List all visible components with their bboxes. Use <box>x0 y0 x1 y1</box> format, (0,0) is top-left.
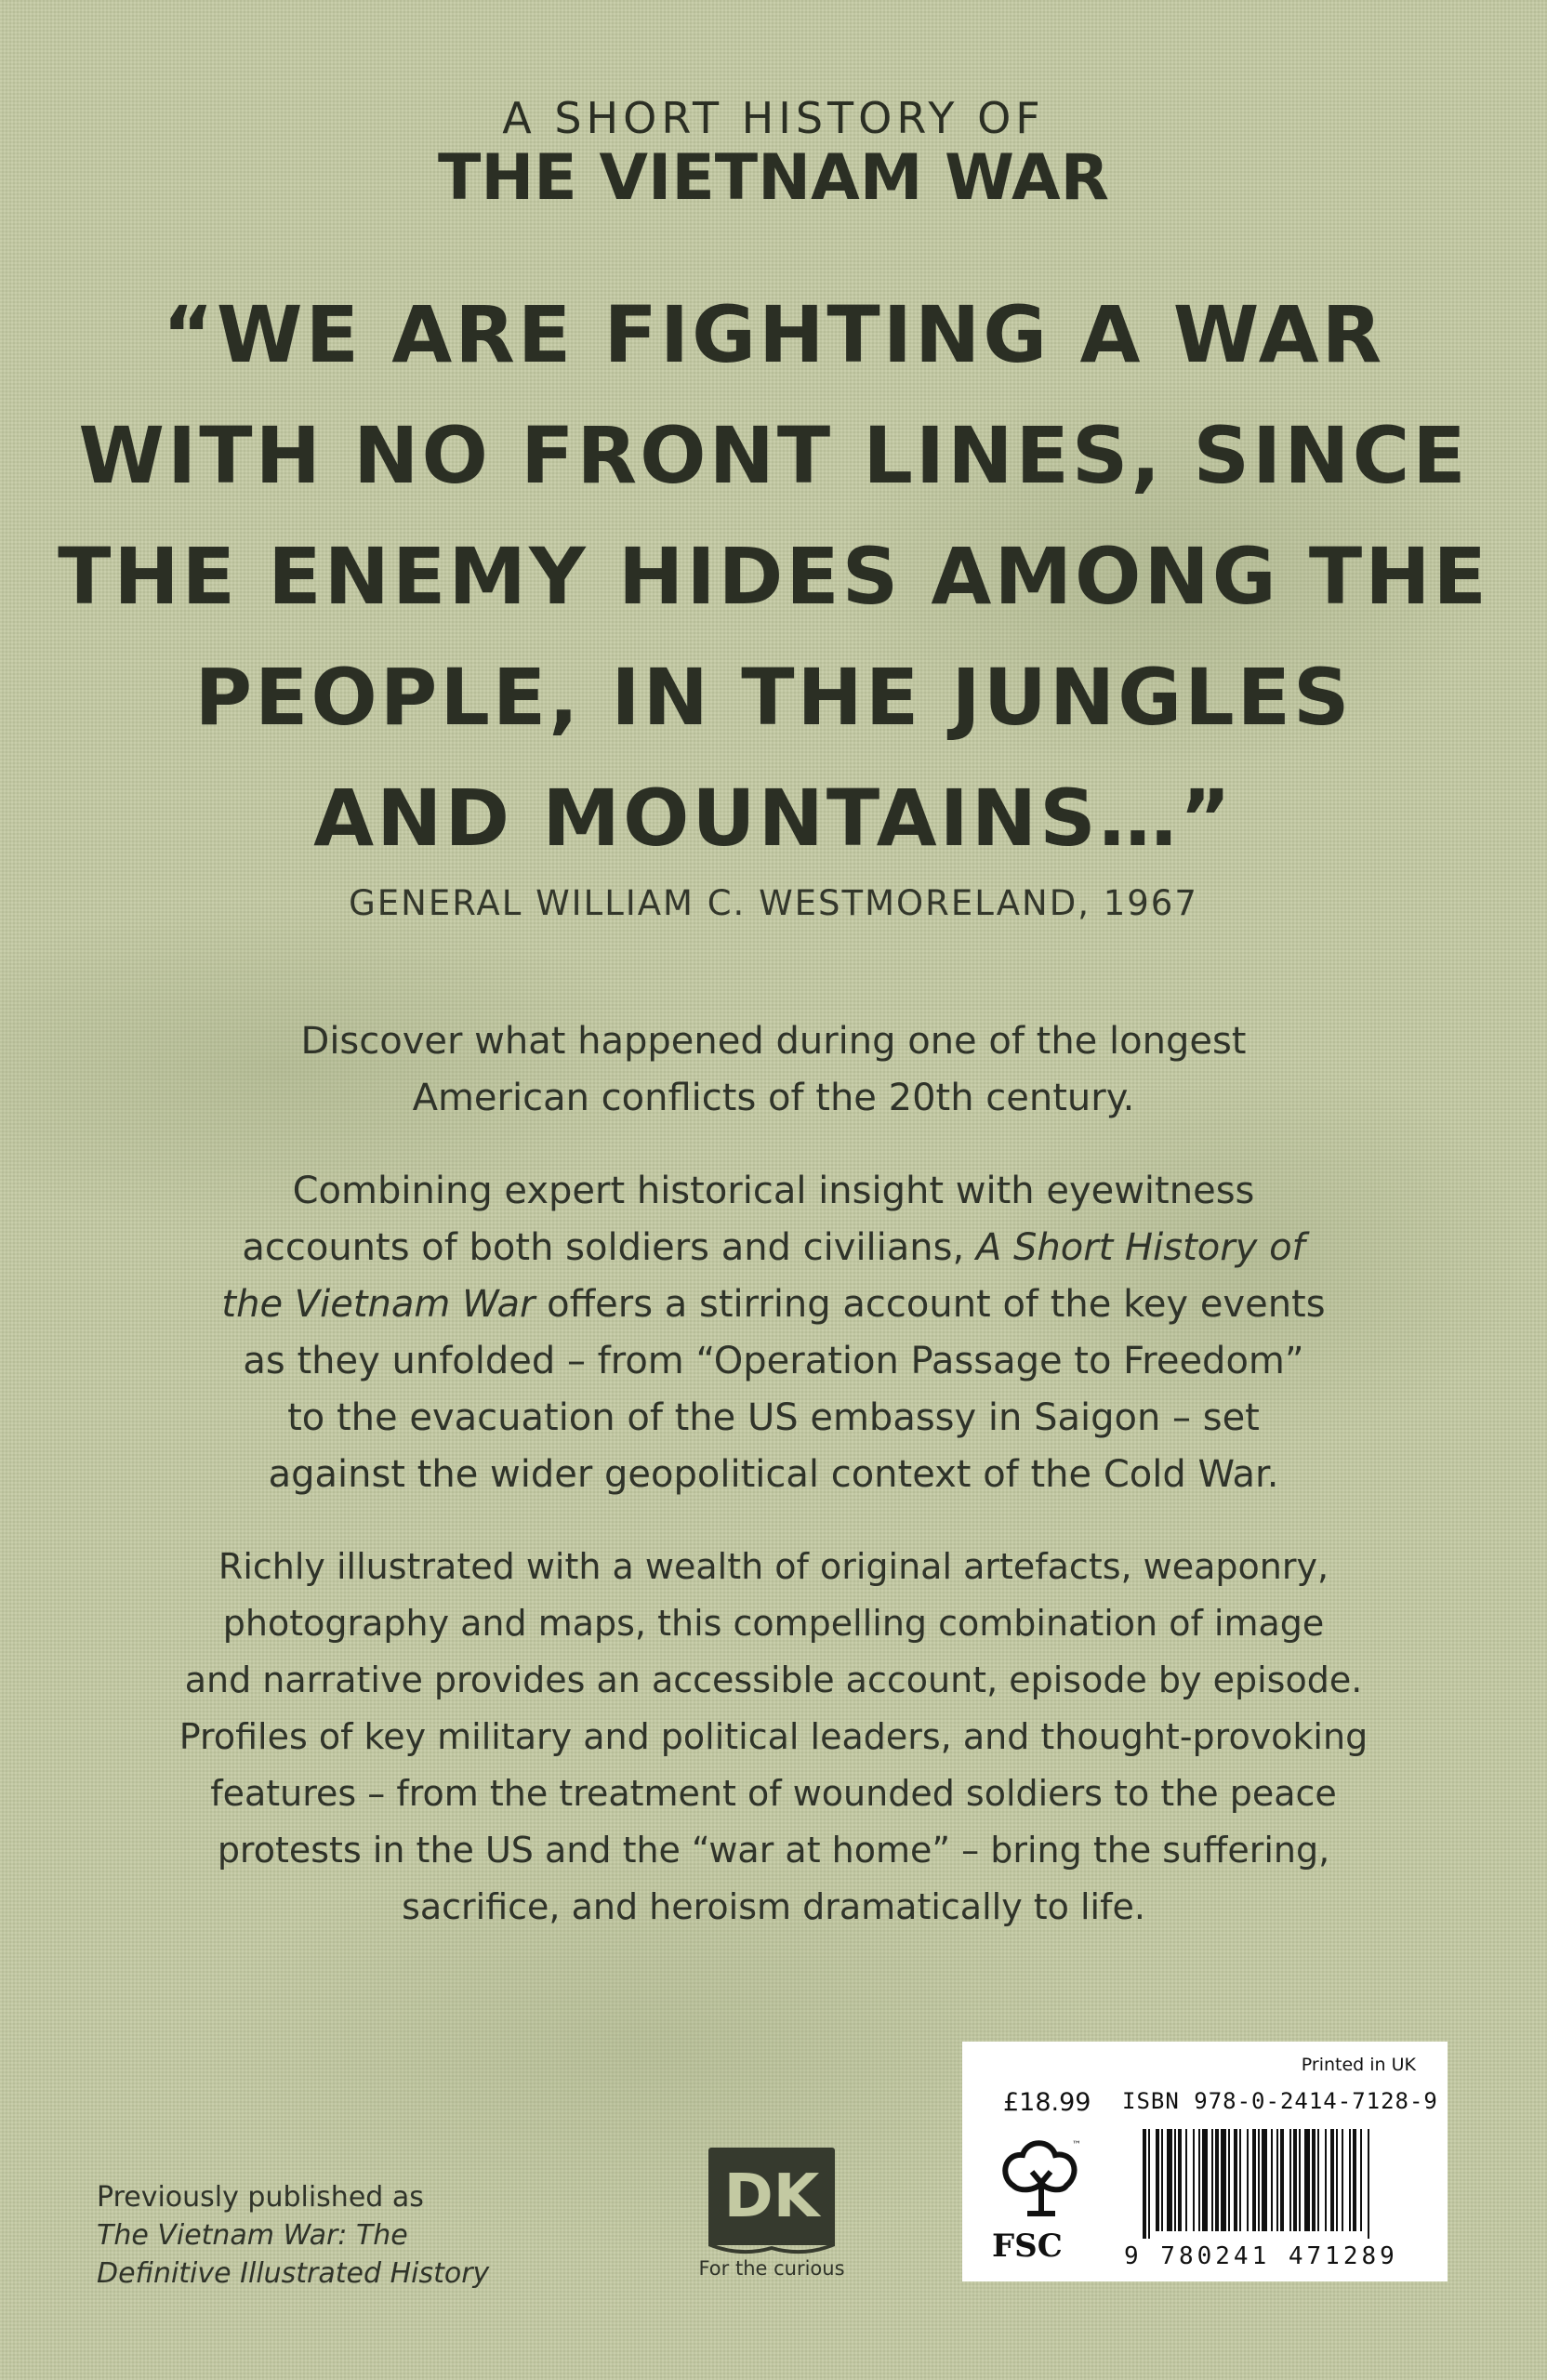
barcode-bar <box>1293 2129 1297 2231</box>
barcode-bar <box>1271 2129 1273 2231</box>
barcode-digits: 9 780241 471289 <box>1124 2242 1398 2270</box>
quote-line: “WE ARE FIGHTING A WAR <box>162 289 1385 380</box>
barcode-bar <box>1325 2129 1327 2231</box>
blurb-line: against the wider geopolitical context of the Cold War. <box>268 1453 1279 1496</box>
blurb-line: protests in the US and the “war at home” – bring the suffering, <box>217 1830 1330 1871</box>
barcode-panel <box>962 2042 1448 2281</box>
barcode-bar <box>1317 2129 1319 2231</box>
quote-line: WITH NO FRONT LINES, SINCE <box>78 410 1469 501</box>
blurb-line: features – from the treatment of wounded soldiers to the peace <box>210 1773 1337 1814</box>
barcode-bar <box>1198 2129 1200 2231</box>
book-title-italic: the Vietnam War <box>221 1283 536 1326</box>
barcode-bar <box>1276 2129 1278 2231</box>
quote-line: THE ENEMY HIDES AMONG THE <box>58 531 1489 622</box>
blurb-line: Richly illustrated with a wealth of original artefacts, weaponry, <box>218 1546 1329 1587</box>
blurb-line: Profiles of key military and political leaders, and thought-provoking <box>178 1716 1368 1757</box>
fsc-tree-icon <box>990 2135 1092 2228</box>
barcode-bar <box>1228 2129 1230 2231</box>
barcode-bar <box>1280 2129 1284 2231</box>
blurb-line: to the evacuation of the US embassy in Saigon – set <box>287 1396 1260 1439</box>
blurb-line: Combining expert historical insight with eyewitness <box>292 1170 1255 1212</box>
barcode-bar <box>1349 2129 1351 2231</box>
barcode-bar <box>1360 2129 1362 2231</box>
barcode-bar <box>1368 2129 1369 2239</box>
barcode-bar <box>1193 2129 1195 2231</box>
blurb-line: photography and maps, this compelling combination of image <box>222 1603 1325 1644</box>
barcode-bar <box>1342 2129 1343 2231</box>
dk-logo: DK <box>708 2148 835 2245</box>
book-title-italic: A Short History of <box>975 1226 1305 1269</box>
barcode-bar <box>1312 2129 1316 2231</box>
blurb-line: and narrative provides an accessible account, episode by episode. <box>184 1659 1363 1700</box>
quote-attribution: GENERAL WILLIAM C. WESTMORELAND, 1967 <box>349 883 1198 923</box>
blurb-text: accounts of both soldiers and civilians, <box>242 1226 976 1269</box>
barcode-bar <box>1156 2129 1159 2231</box>
blurb-text: offers a stirring account of the key events <box>535 1283 1326 1326</box>
isbn-label: ISBN 978-0-2414-7128-9 <box>1122 2088 1438 2114</box>
open-book-icon <box>708 2242 835 2255</box>
blurb-line: sacrifice, and heroism dramatically to life. <box>402 1886 1145 1927</box>
previous-title-line: Definitive Illustrated History <box>97 2257 490 2290</box>
barcode-bar <box>1262 2129 1267 2231</box>
blurb-paragraph-1 <box>0 1013 1547 1127</box>
barcode-bar <box>1202 2129 1208 2231</box>
previously-label: Previously published as <box>97 2181 424 2214</box>
publisher-tagline: For the curious <box>698 2257 845 2280</box>
barcode-bar <box>1247 2129 1249 2231</box>
barcode-bar <box>1185 2129 1187 2231</box>
barcode-bar <box>1289 2129 1291 2231</box>
barcode-bar <box>1252 2129 1256 2231</box>
barcode-bar <box>1258 2129 1260 2231</box>
series-title: A SHORT HISTORY OF <box>502 93 1045 143</box>
quote-line: PEOPLE, IN THE JUNGLES <box>194 652 1353 743</box>
previous-title-line: The Vietnam War: The <box>97 2219 408 2252</box>
quote-line: AND MOUNTAINS…” <box>313 773 1234 864</box>
barcode-bar <box>1239 2129 1241 2231</box>
svg-text:™: ™ <box>1072 2140 1081 2150</box>
blurb-line: American conflicts of the 20th century. <box>412 1077 1135 1119</box>
barcode-bar <box>1211 2129 1213 2231</box>
blurb-line: Discover what happened during one of the longest <box>300 1020 1247 1063</box>
barcode-bar <box>1221 2129 1226 2231</box>
blurb-paragraph-3 <box>0 1539 1547 1936</box>
barcode-bar <box>1215 2129 1219 2231</box>
barcode <box>1143 2129 1431 2239</box>
previously-published-note <box>97 2178 489 2293</box>
blurb-line <box>0 1276 1547 1333</box>
barcode-bar <box>1174 2129 1176 2231</box>
blurb-line: as they unfolded – from “Operation Passage to Freedom” <box>243 1340 1304 1382</box>
barcode-bar <box>1167 2129 1172 2231</box>
blurb-line <box>0 1220 1547 1276</box>
blurb-paragraph-2 <box>0 1163 1547 1503</box>
barcode-bar <box>1161 2129 1163 2231</box>
barcode-bar <box>1178 2129 1182 2231</box>
pull-quote <box>0 274 1547 879</box>
printed-in-label: Printed in UK <box>1301 2055 1416 2075</box>
barcode-bar <box>1299 2129 1301 2231</box>
barcode-bar <box>1330 2129 1334 2231</box>
barcode-bar <box>1336 2129 1338 2231</box>
barcode-bar <box>1353 2129 1356 2231</box>
price-label: £18.99 <box>1003 2088 1091 2117</box>
book-title: THE VIETNAM WAR <box>437 141 1109 215</box>
barcode-bar <box>1148 2129 1150 2239</box>
fsc-label: FSC <box>992 2228 1063 2265</box>
barcode-bar <box>1234 2129 1237 2231</box>
barcode-bar <box>1304 2129 1310 2231</box>
barcode-bar <box>1143 2129 1146 2239</box>
